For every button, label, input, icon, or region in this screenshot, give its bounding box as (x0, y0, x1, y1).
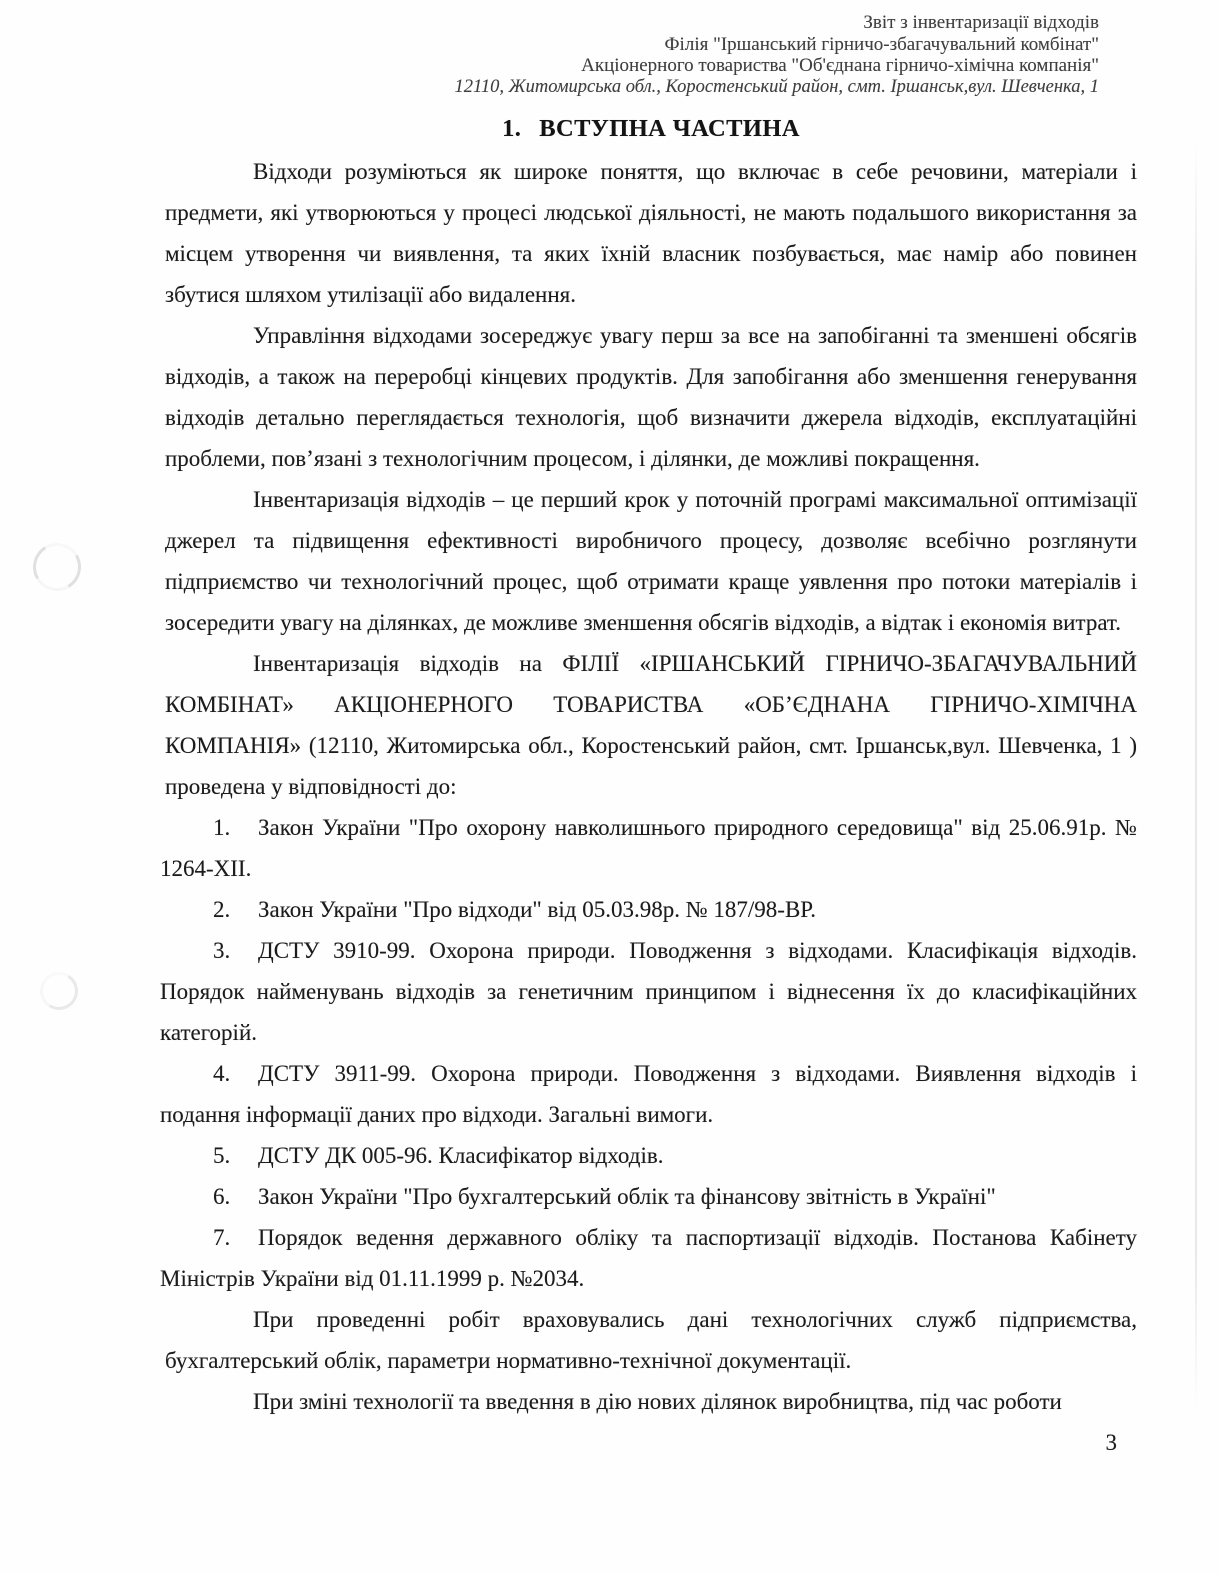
list-item-dstu-dk-005 (160, 1135, 1137, 1176)
list-item-text: Порядок ведення державного обліку та паспортизації відходів. Постанова Кабінету Міністрів України від 01.11.1999 р. №2034. (160, 1225, 1137, 1291)
paragraph-technology-change: При зміні технології та введення в дію нових ділянок виробництва, під час роботи (253, 1389, 1062, 1414)
document-body (160, 151, 1137, 1463)
company-address: 12110, Житомирська обл., Коростенський район, смт. Іршанськ,вул. Шевченка, 1 (454, 76, 1099, 97)
paragraph-waste-management: Управління відходами зосереджує увагу перш за все на запобіганні та зменшені обсягів відходів, а також на переробці кінцевих продуктів. Для запобігання або зменшення генерування відходів детально переглядається технологія, щоб визначити джерела відходів, експлуатаційні проблеми, пов’язані з технологічним процесом, і ділянки, де можливі покращення. (165, 323, 1137, 471)
list-item-text: ДСТУ ДК 005-96. Класифікатор відходів. (258, 1143, 664, 1168)
paragraph-waste-definition: Відходи розуміються як широке поняття, що включає в себе речовини, матеріали і предмети, які утворюються у процесі людської діяльності, не мають подальшого використання за місцем утворення чи виявлення, та яких їхній власник позбувається, має намір або повинен збутися шляхом утилізації або видалення. (165, 159, 1137, 307)
scan-edge-artifact (1195, 140, 1197, 1410)
list-item-text: Закон України "Про відходи" від 05.03.98р. № 187/98-ВР. (258, 897, 816, 922)
list-item-law-environment (160, 807, 1137, 889)
section-title (165, 115, 1137, 143)
hole-punch-artifact-top (28, 538, 86, 596)
paragraph-inventory-purpose: Інвентаризація відходів – це перший крок у поточній програмі максимальної оптимізації джерел та підвищення ефективності виробничого процесу, дозволяє всебічно розглянути підприємство чи технологічний процес, щоб отримати краще уявлення про потоки матеріалів і зосередити увагу на ділянках, де можливе зменшення обсягів відходів, а відтак і економія витрат. (165, 487, 1137, 635)
list-item-law-accounting (160, 1176, 1137, 1217)
list-item-law-waste (160, 889, 1137, 930)
hole-punch-artifact-bottom (36, 968, 81, 1013)
list-item-number: 6. (213, 1184, 231, 1209)
report-title: Звіт з інвентаризації відходів (863, 12, 1099, 33)
document-header (300, 12, 1099, 98)
list-item-text: Закон України "Про охорону навколишнього природного середовища" від 25.06.91р. № 1264-XII. (160, 815, 1137, 881)
list-item-dstu-3911 (160, 1053, 1137, 1135)
section-title-text: ВСТУПНА ЧАСТИНА (539, 115, 800, 142)
list-item-number: 7. (213, 1225, 231, 1250)
list-item-text: ДСТУ 3910-99. Охорона природи. Поводження з відходами. Класифікація відходів. Порядок найменувань відходів за генетичним принципом і віднесення їх до класифікаційних категорій. (160, 938, 1137, 1045)
paragraph-data-sources: При проведенні робіт враховувались дані технологічних служб підприємства, бухгалтерський облік, параметри нормативно-технічної документації. (165, 1307, 1137, 1373)
list-item-number: 3. (213, 938, 231, 963)
paragraph-inventory-basis: Інвентаризація відходів на ФІЛІЇ «ІРШАНСЬКИЙ ГІРНИЧО-ЗБАГАЧУВАЛЬНИЙ КОМБІНАТ» АКЦІОНЕРНОГО ТОВАРИСТВА «ОБ’ЄДНАНА ГІРНИЧО-ХІМІЧНА КОМПАНІЯ» (12110, Житомирська обл., Коростенський район, смт. Іршанськ,вул. Шевченка, 1 ) проведена у відповідності до: (165, 651, 1137, 799)
list-item-number: 1. (213, 815, 231, 840)
section-number: 1. (502, 115, 522, 142)
branch-name: Філія "Іршанський гірничо-збагачувальний комбінат" (664, 33, 1099, 55)
list-item-text: Закон України "Про бухгалтерський облік та фінансову звітність в Україні" (258, 1184, 996, 1209)
list-item-text: ДСТУ 3911-99. Охорона природи. Поводження з відходами. Виявлення відходів і подання інформації даних про відходи. Загальні вимоги. (160, 1061, 1137, 1127)
list-item-number: 5. (213, 1143, 231, 1168)
list-item-dstu-3910 (160, 930, 1137, 1053)
list-item-number: 2. (213, 897, 231, 922)
list-item-resolution-2034 (160, 1217, 1137, 1299)
company-name: Акціонерного товариства "Об'єднана гірничо-хімічна компанія" (581, 55, 1099, 76)
page-number: 3 (1105, 1430, 1117, 1455)
list-item-number: 4. (213, 1061, 231, 1086)
